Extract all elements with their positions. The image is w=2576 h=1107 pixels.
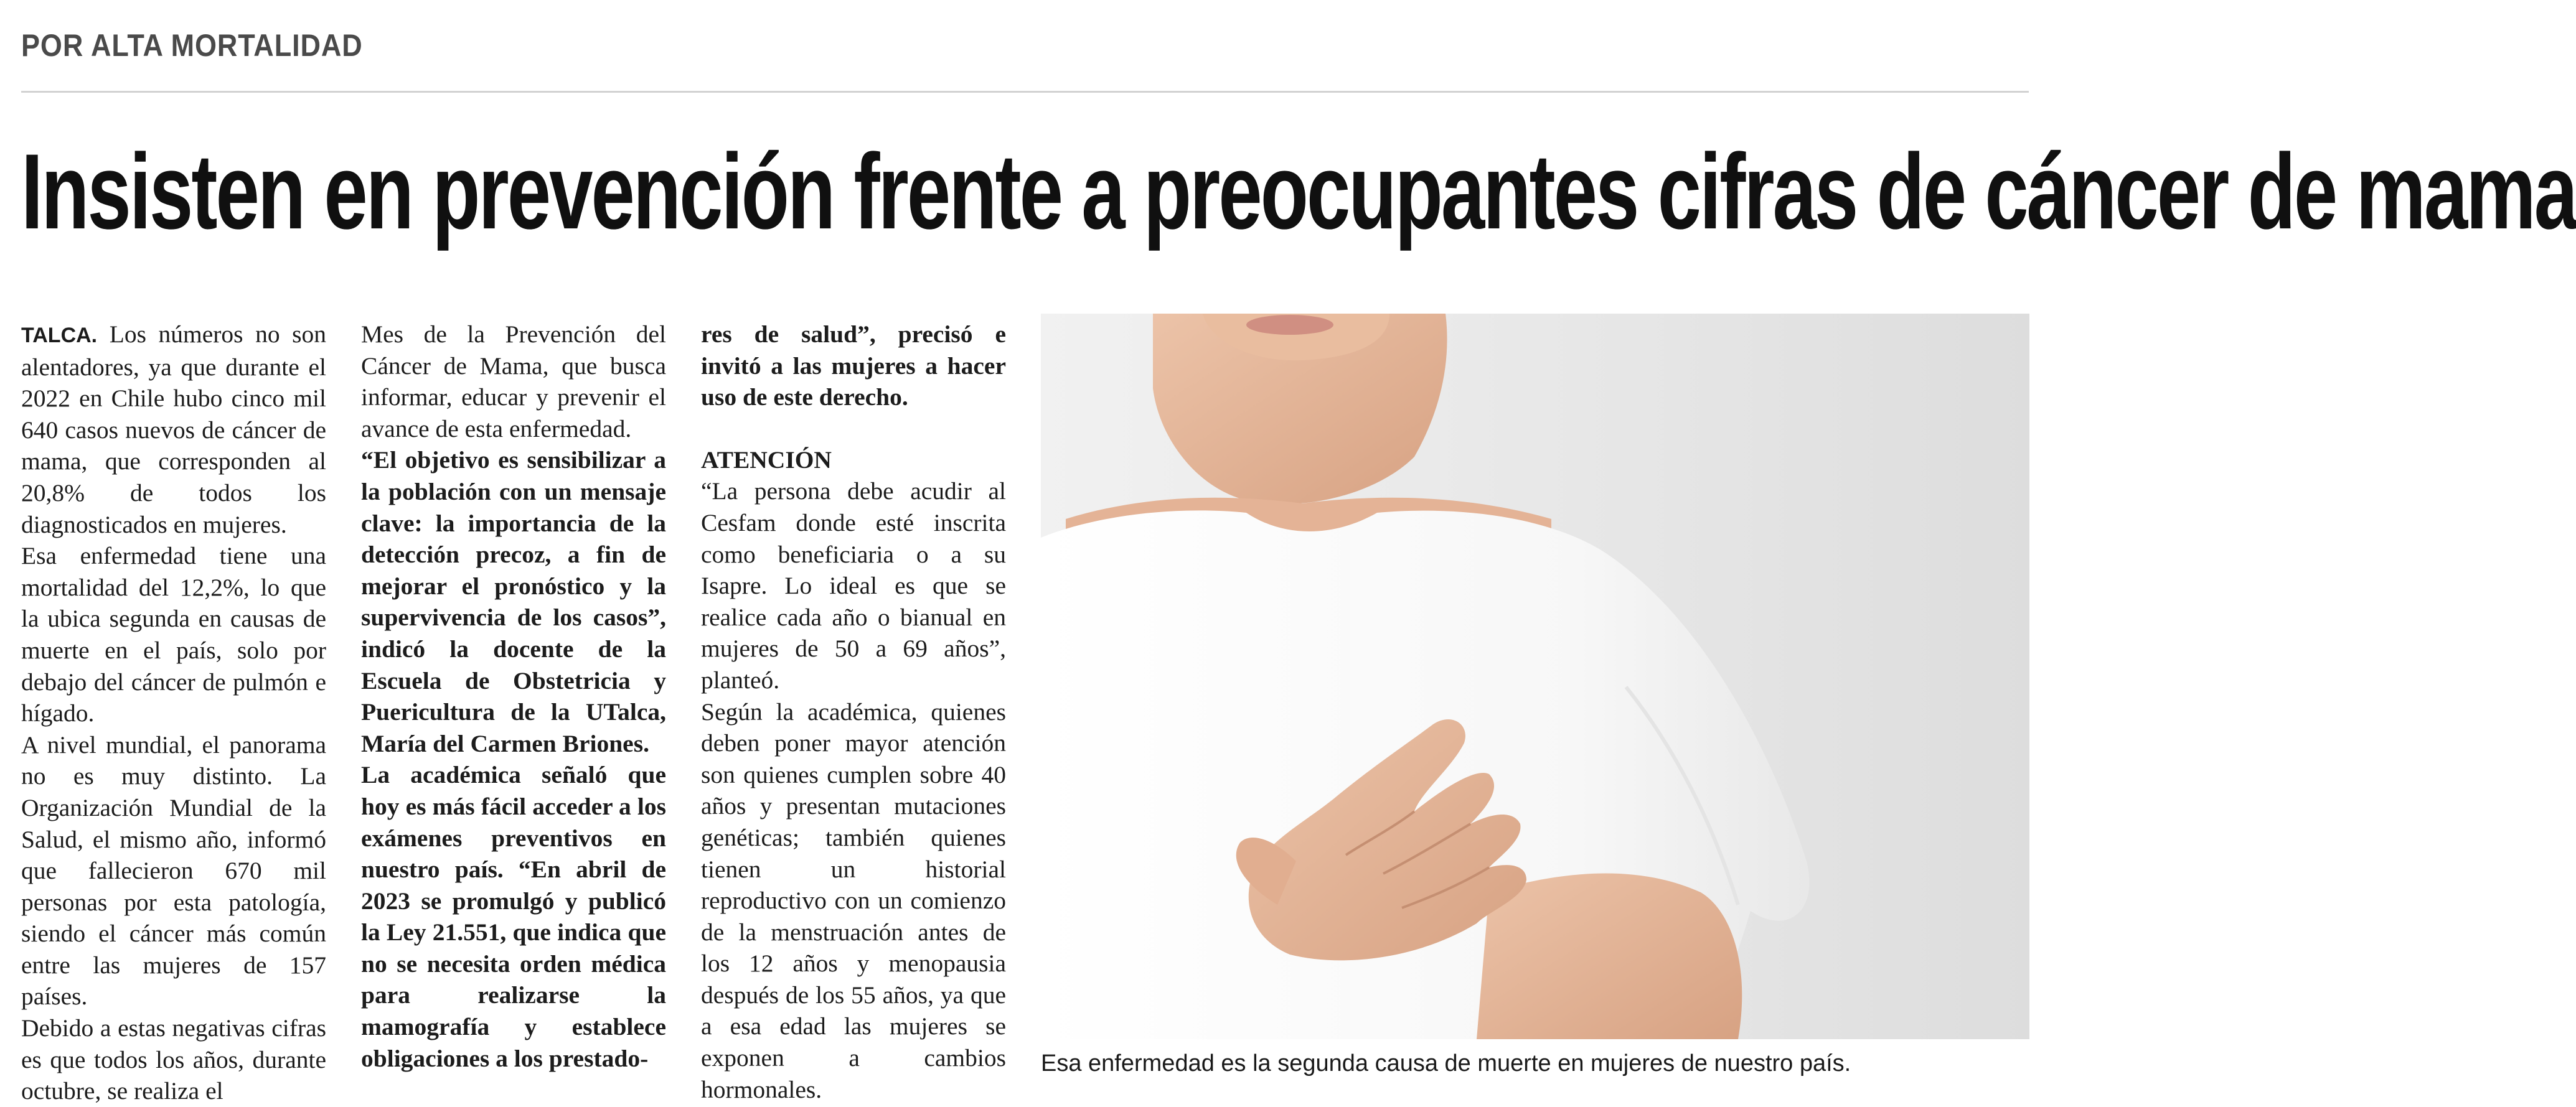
photo-caption: Esa enfermedad es la segunda causa de muerte en mujeres de nuestro país. bbox=[1041, 1050, 1851, 1077]
article-column-3 bbox=[701, 319, 1006, 1105]
paragraph: Esa enfermedad tiene una mortalidad del 12,2%, lo que la ubica segunda en causas de muerte en el país, solo por debajo del cáncer de pulmón e hígado. bbox=[21, 542, 326, 727]
article-headline: Insisten en prevención frente a preocupantes cifras de cáncer de mama bbox=[21, 132, 2576, 251]
paragraph: La académica señaló que hoy es más fácil acceder a los exámenes preventivos en nuestro país. “En abril de 2023 se promulgó y publicó la Ley 21.551, que indica que no se necesita orden médica para realizarse la mamografía y establece obligaciones a los prestado- bbox=[361, 761, 666, 1072]
paragraph: “La persona debe acudir al Cesfam donde esté inscrita como beneficiaria o a su Isapre. Lo ideal es que se realice cada año o bianual en mujeres de 50 a 69 años”, planteó. bbox=[701, 477, 1006, 694]
paragraph bbox=[21, 319, 326, 540]
paragraph: Mes de la Prevención del Cáncer de Mama, que busca informar, educar y prevenir el avance de esta enfermedad. bbox=[361, 320, 666, 442]
article-photo bbox=[1041, 314, 2029, 1039]
article-column-2 bbox=[361, 319, 666, 1074]
header-rule bbox=[21, 91, 2029, 93]
article-kicker: POR ALTA MORTALIDAD bbox=[21, 28, 363, 63]
arm-shape bbox=[1477, 874, 1742, 1039]
article-column-1 bbox=[21, 319, 326, 1107]
lips-shape bbox=[1246, 315, 1333, 335]
paragraph: Según la académica, quienes deben poner mayor atención son quienes cumplen sobre 40 años y presentan mutaciones genéticas; también quienes tienen un historial reproductivo con un comienzo de la menstruación antes de los 12 años y menopausia después de los 55 años, ya que a esa edad las mujeres se exponen a cambios hormonales. bbox=[701, 698, 1006, 1103]
paragraph: res de salud”, precisó e invitó a las mujeres a hacer uso de este derecho. bbox=[701, 320, 1006, 411]
paragraph: “El objetivo es sensibilizar a la población con un mensaje clave: la importancia de la detección precoz, a fin de mejorar el pronóstico y la supervivencia de los casos”, indicó la docente de la Escuela de Obstetricia y Puericultura de la UTalca, María del Carmen Briones. bbox=[361, 446, 666, 757]
paragraph: A nivel mundial, el panorama no es muy distinto. La Organización Mundial de la Salud, el mismo año, informó que fallecieron 670 mil personas por esta patología, siendo el cáncer más común entre las mujeres de 157 países. bbox=[21, 731, 326, 1011]
woman-hand-on-chest-illustration bbox=[1041, 314, 2029, 1039]
dateline: TALCA. bbox=[21, 324, 98, 347]
paragraph-text: Los números no son alentadores, ya que durante el 2022 en Chile hubo cinco mil 640 casos nuevos de cáncer de mama, que corresponden al 20,8% de todos los diagnosticados en mujeres. bbox=[21, 320, 327, 538]
paragraph: Debido a estas negativas cifras es que todos los años, durante octubre, se realiza el bbox=[21, 1014, 326, 1105]
section-subhead: ATENCIÓN bbox=[701, 446, 832, 474]
